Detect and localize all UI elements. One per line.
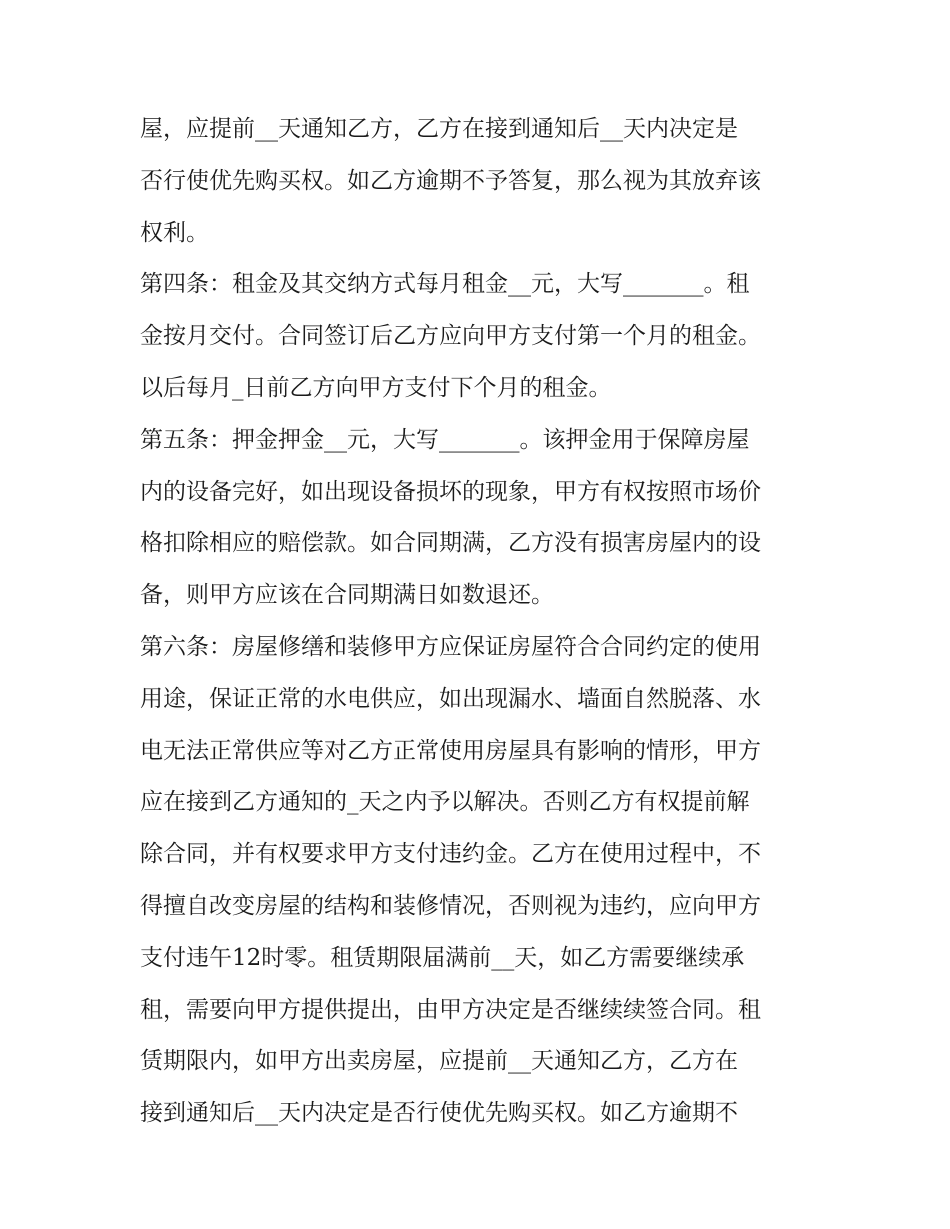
text-line: 备，则甲方应该在合同期满日如数退还。 xyxy=(140,582,554,609)
text-line: 赁期限内，如甲方出卖房屋，应提前__天通知乙方，乙方在 xyxy=(140,1048,738,1075)
text-line: 金按月交付。合同签订后乙方应向甲方支付第一个月的租金。 xyxy=(140,323,761,350)
text-line: 第六条：房屋修缮和装修甲方应保证房屋符合合同约定的使用 xyxy=(140,633,761,660)
text-line: 应在接到乙方通知的_天之内予以解决。否则乙方有权提前解 xyxy=(140,789,750,816)
text-line: 以后每月_日前乙方向甲方支付下个月的租金。 xyxy=(140,374,612,401)
text-line: 除合同，并有权要求甲方支付违约金。乙方在使用过程中，不 xyxy=(140,841,761,868)
text-line: 得擅自改变房屋的结构和装修情况，否则视为违约，应向甲方 xyxy=(140,892,761,919)
text-line: 权利。 xyxy=(140,219,209,246)
text-line: 内的设备完好，如出现设备损坏的现象，甲方有权按照市场价 xyxy=(140,478,761,505)
text-line: 租，需要向甲方提供提出，由甲方决定是否继续续签合同。租 xyxy=(140,996,761,1023)
text-line: 格扣除相应的赔偿款。如合同期满，乙方没有损害房屋内的设 xyxy=(140,530,761,557)
text-line: 支付违午12时零。租赁期限届满前__天，如乙方需要继续承 xyxy=(140,944,745,971)
text-line: 否行使优先购买权。如乙方逾期不予答复，那么视为其放弃该 xyxy=(140,167,761,194)
text-line: 电无法正常供应等对乙方正常使用房屋具有影响的情形，甲方 xyxy=(140,737,761,764)
contract-text xyxy=(140,104,820,1140)
text-line: 屋，应提前__天通知乙方，乙方在接到通知后__天内决定是 xyxy=(140,116,738,142)
text-line: 用途，保证正常的水电供应，如出现漏水、墙面自然脱落、水 xyxy=(140,685,761,712)
text-line: 接到通知后__天内决定是否行使优先购买权。如乙方逾期不 xyxy=(140,1100,738,1127)
text-line: 第五条：押金押金__元，大写_______。该押金用于保障房屋 xyxy=(140,426,750,453)
text-line: 第四条：租金及其交纳方式每月租金__元，大写_______。租 xyxy=(140,271,750,298)
